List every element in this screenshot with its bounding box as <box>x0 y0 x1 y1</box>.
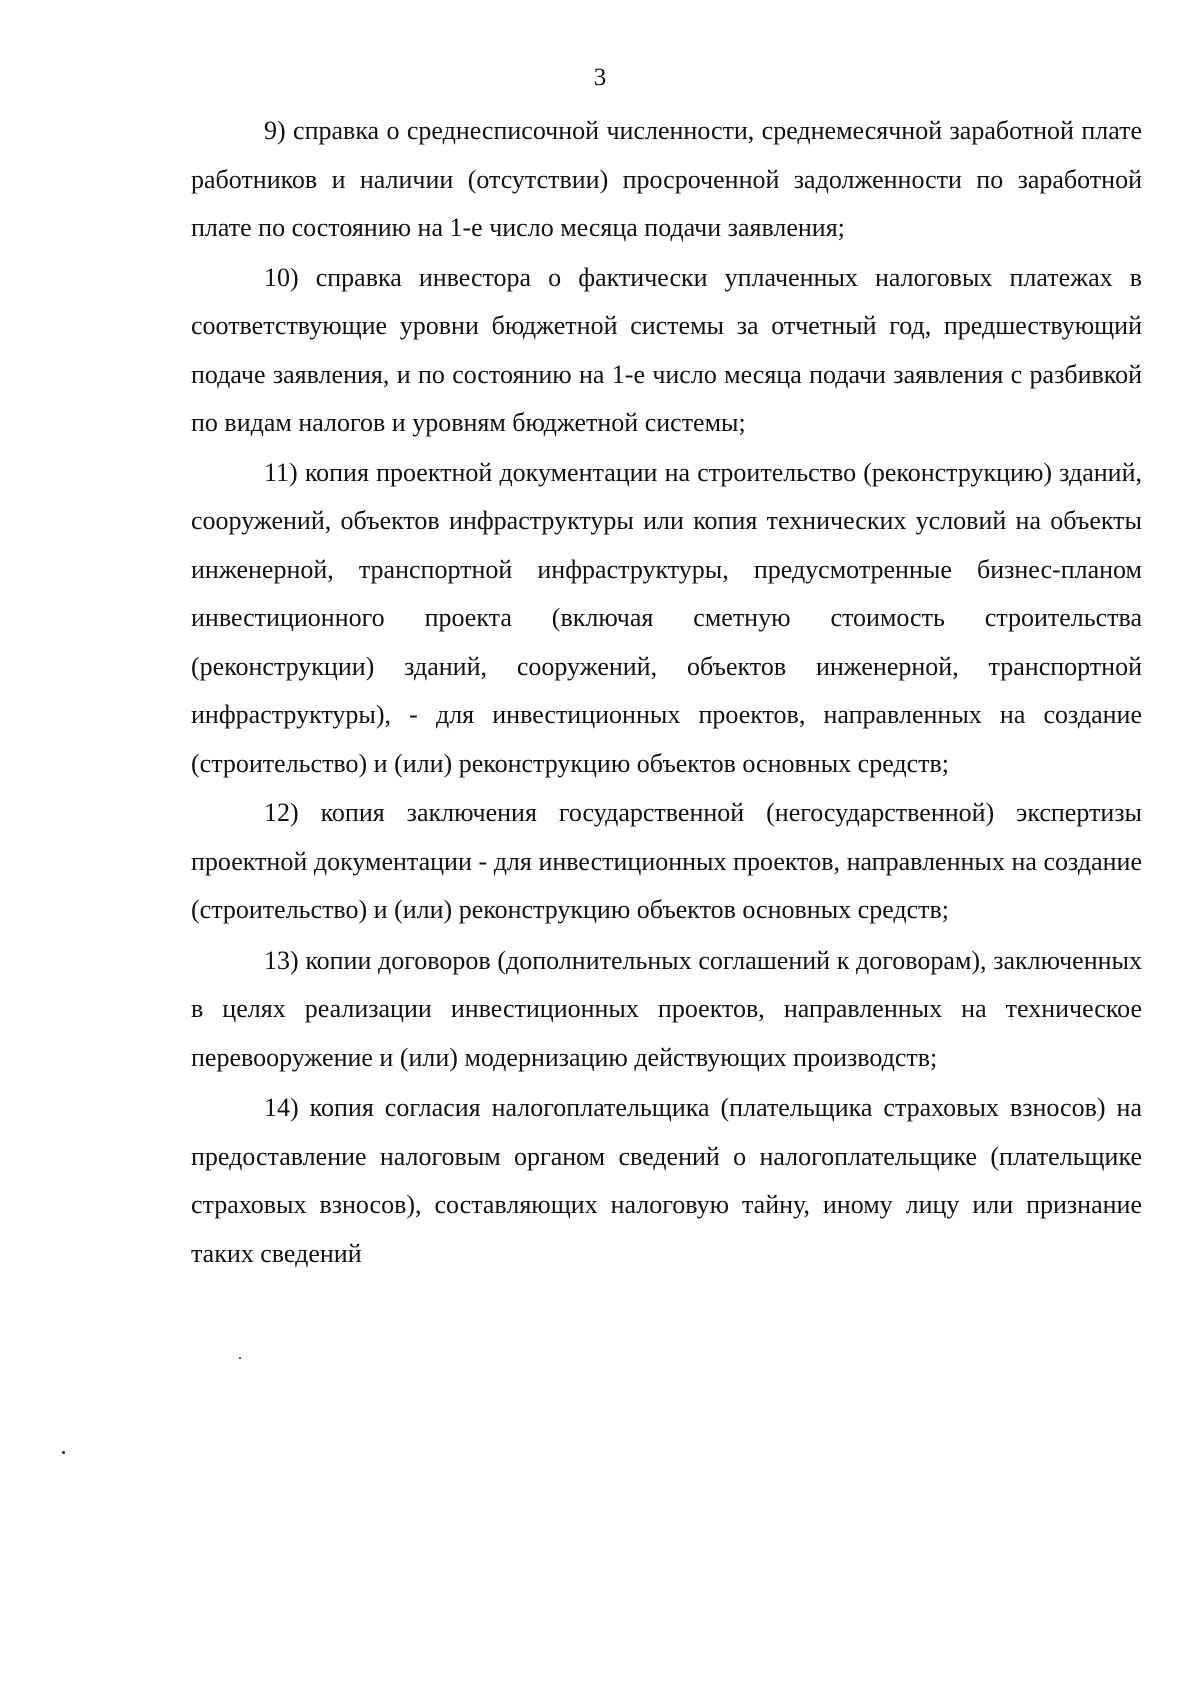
list-item-12: 12) копия заключения государственной (негосударственной) экспертизы проектной документации - для инвестиционных проектов, направленных на создание (строительство) и (или) реконструкцию объектов основных средств; <box>191 798 1142 924</box>
list-item-11: 11) копия проектной документации на строительство (реконструкцию) зданий, сооружений, объектов инфраструктуры или копия технических условий на объекты инженерной, транспортной инфраструктуры, предусмотренные бизнес-планом инвестиционного проекта (включая сметную стоимость строительства (реконструкции) зданий, сооружений, объектов инженерной, транспортной инфраструктуры), - для инвестиционных проектов, направленных на создание (строительство) и (или) реконструкцию объектов основных средств; <box>191 457 1142 778</box>
scan-speck <box>239 1357 241 1359</box>
list-item-9: 9) справка о среднесписочной численности, среднемесячной заработной плате работников и наличии (отсутствии) просроченной задолженности по заработной плате по состоянию на 1-е число месяца подачи заявления; <box>191 116 1142 242</box>
page-number: 3 <box>593 64 607 91</box>
list-item-10: 10) справка инвестора о фактически уплаченных налоговых платежах в соответствующие уровни бюджетной системы за отчетный год, предшествующий подаче заявления, и по состоянию на 1-е число месяца подачи заявления с разбивкой по видам налогов и уровням бюджетной системы; <box>191 262 1142 437</box>
list-item-13: 13) копии договоров (дополнительных соглашений к договорам), заключенных в целях реализации инвестиционных проектов, направленных на техническое перевооружение и (или) модернизацию действующих производств; <box>191 945 1142 1072</box>
document-body <box>191 107 1142 1278</box>
scan-speck <box>62 1451 65 1454</box>
list-item-14: 14) копия согласия налогоплательщика (плательщика страховых взносов) на предоставление налоговым органом сведений о налогоплательщике (плательщике страховых взносов), составляющих налоговую тайну, иному лицу или признание таких сведений <box>191 1093 1142 1268</box>
